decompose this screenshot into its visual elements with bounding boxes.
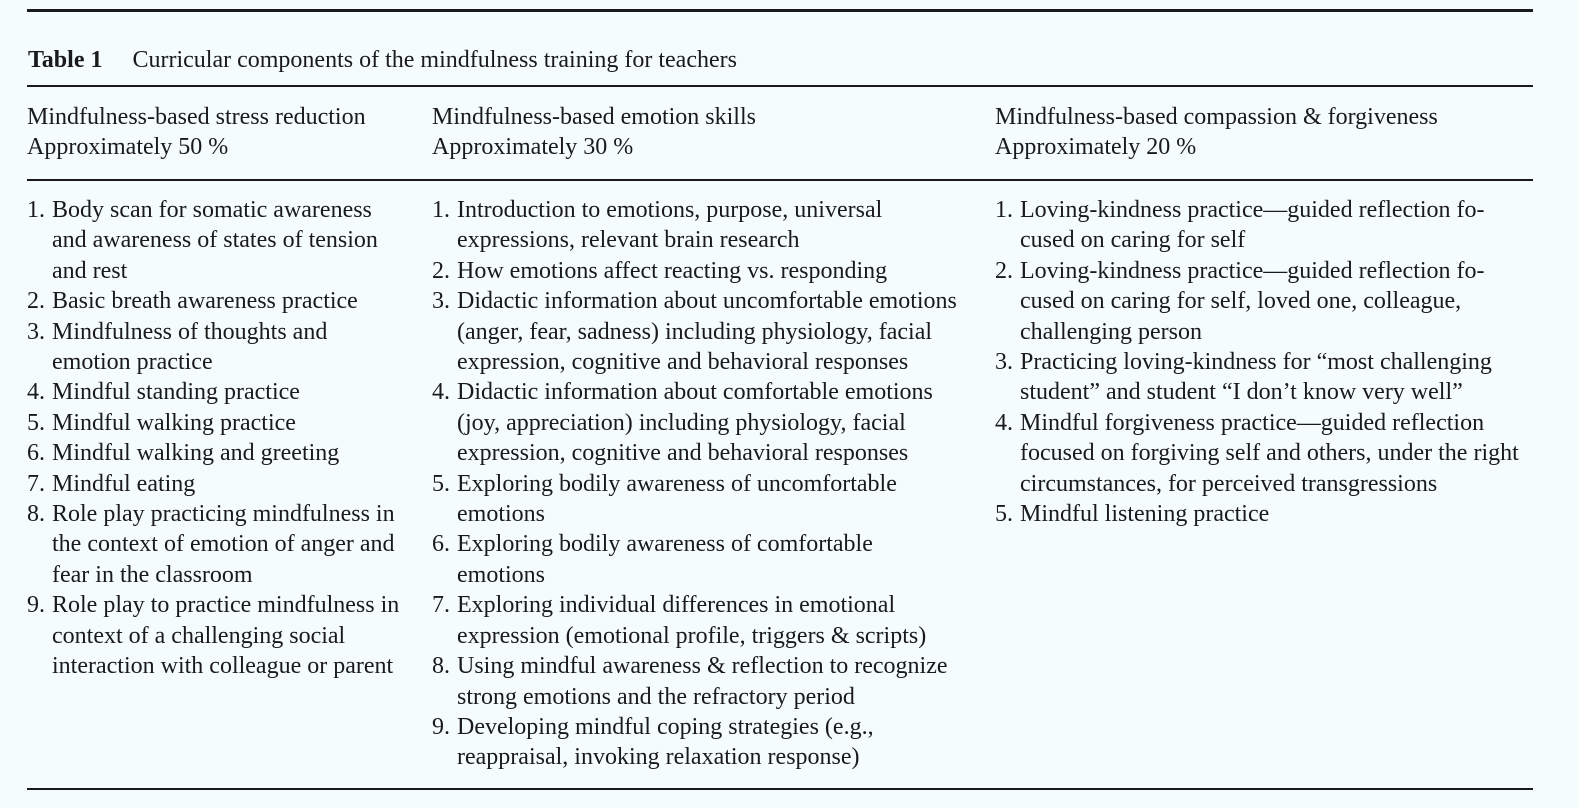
column-title: Mindfulness-based stress reduction (27, 104, 366, 130)
list-item (27, 317, 422, 378)
item-text-line: Role play to practice mindfulness in (52, 592, 400, 619)
item-text-line: Basic breath awareness practice (52, 288, 358, 315)
item-text-line: challenging person (1020, 318, 1202, 345)
item-text-line: (joy, appreciation) including physiology, facial (457, 409, 906, 436)
item-number: 7. (27, 470, 45, 497)
item-text-line: emotions (457, 561, 545, 588)
list-item (27, 377, 422, 407)
list-item (27, 286, 422, 316)
list-item (432, 712, 987, 773)
table-title: Curricular components of the mindfulness training for teachers (132, 47, 737, 73)
item-text-line: cused on caring for self, loved one, colleague, (1020, 288, 1462, 315)
column-title: Mindfulness-based emotion skills (432, 104, 756, 130)
item-text-line: Body scan for somatic awareness (52, 197, 372, 223)
list-item (432, 651, 987, 712)
list-item (995, 499, 1540, 529)
item-text-line: (anger, fear, sadness) including physiology, facial (457, 318, 933, 345)
stress-reduction-list (27, 195, 422, 682)
item-text-line: reappraisal, invoking relaxation response) (457, 744, 860, 771)
item-number: 2. (995, 257, 1013, 284)
compassion-forgiveness-list (995, 195, 1540, 529)
item-number: 2. (27, 288, 45, 315)
item-text-line: expression, cognitive and behavioral responses (457, 349, 909, 376)
list-item (995, 195, 1540, 256)
item-number: 5. (432, 470, 450, 497)
list-item (27, 499, 422, 590)
list-item (432, 469, 987, 530)
column-share: Approximately 20 % (995, 134, 1197, 161)
item-text-line: Mindful eating (52, 470, 196, 497)
list-item (995, 408, 1540, 499)
item-number: 9. (27, 592, 45, 619)
list-item (27, 590, 422, 681)
item-text-line: context of a challenging social (52, 622, 346, 649)
item-text-line: Mindful forgiveness practice—guided reflection (1020, 409, 1485, 436)
table-top-rule (27, 9, 1533, 12)
column-share: Approximately 50 % (27, 134, 229, 161)
list-item (432, 286, 987, 377)
list-item (995, 256, 1540, 347)
item-number: 8. (432, 653, 450, 680)
item-number: 5. (27, 409, 45, 436)
item-text-line: circumstances, for perceived transgressions (1020, 470, 1438, 497)
item-number: 2. (432, 257, 450, 284)
caption-rule (27, 85, 1533, 87)
column-header-emotion-skills (432, 102, 987, 163)
list-item (27, 408, 422, 438)
item-number: 6. (432, 531, 450, 558)
item-text-line: Loving-kindness practice—guided reflection fo- (1020, 197, 1485, 223)
item-text-line: Introduction to emotions, purpose, universal (457, 197, 883, 223)
item-text-line: expression (emotional profile, triggers & scripts) (457, 622, 927, 649)
list-item (995, 347, 1540, 408)
item-text-line: emotion practice (52, 349, 213, 376)
column-header-compassion-forgiveness (995, 102, 1540, 163)
item-number: 1. (995, 197, 1013, 223)
item-number: 4. (27, 379, 45, 406)
item-text-line: Role play practicing mindfulness in (52, 501, 395, 528)
item-text-line: Mindful walking and greeting (52, 440, 340, 467)
item-text-line: fear in the classroom (52, 561, 253, 588)
item-text-line: interaction with colleague or parent (52, 653, 394, 680)
item-text-line: Loving-kindness practice—guided reflection fo- (1020, 257, 1485, 284)
item-text-line: Using mindful awareness & reflection to recognize (457, 653, 948, 680)
item-text-line: Practicing loving-kindness for “most challenging (1020, 349, 1492, 376)
item-text-line: strong emotions and the refractory period (457, 683, 855, 710)
item-text-line: student” and student “I don’t know very well” (1020, 379, 1463, 406)
item-number: 7. (432, 592, 450, 619)
item-text-line: Exploring bodily awareness of comfortable (457, 531, 873, 558)
list-item (432, 377, 987, 468)
list-item (27, 438, 422, 468)
item-text-line: Exploring bodily awareness of uncomfortable (457, 470, 897, 497)
item-number: 1. (432, 197, 450, 223)
column-title: Mindfulness-based compassion & forgiveness (995, 104, 1438, 130)
item-text-line: and rest (52, 257, 128, 284)
column-share: Approximately 30 % (432, 134, 634, 161)
table-caption (28, 45, 737, 75)
item-number: 3. (432, 288, 450, 315)
item-text-line: the context of emotion of anger and (52, 531, 395, 558)
item-number: 1. (27, 197, 45, 223)
list-item (432, 529, 987, 590)
list-item (432, 195, 987, 256)
item-text-line: Didactic information about uncomfortable emotions (457, 288, 957, 315)
item-text-line: and awareness of states of tension (52, 227, 378, 254)
item-number: 8. (27, 501, 45, 528)
item-text-line: cused on caring for self (1020, 227, 1246, 254)
item-number: 9. (432, 713, 450, 740)
table-label: Table 1 (28, 47, 103, 73)
item-number: 4. (995, 409, 1013, 436)
list-item (27, 195, 422, 286)
item-text-line: Mindful listening practice (1020, 501, 1270, 528)
item-number: 6. (27, 440, 45, 467)
item-text-line: Exploring individual differences in emotional (457, 592, 896, 619)
item-text-line: Mindfulness of thoughts and (52, 318, 328, 345)
item-text-line: focused on forgiving self and others, under the right (1020, 440, 1519, 467)
item-text-line: Didactic information about comfortable emotions (457, 379, 933, 406)
item-text-line: Mindful standing practice (52, 379, 300, 406)
item-text-line: How emotions affect reacting vs. responding (457, 257, 888, 284)
item-number: 3. (27, 318, 45, 345)
item-number: 4. (432, 379, 450, 406)
item-text-line: Developing mindful coping strategies (e.g., (457, 713, 874, 740)
column-header-stress-reduction (27, 102, 422, 163)
item-text-line: expression, cognitive and behavioral responses (457, 440, 909, 467)
item-text-line: Mindful walking practice (52, 409, 296, 436)
item-number: 5. (995, 501, 1013, 528)
header-rule (27, 179, 1533, 181)
list-item (432, 256, 987, 286)
list-item (27, 469, 422, 499)
item-number: 3. (995, 349, 1013, 376)
list-item (432, 590, 987, 651)
emotion-skills-list (432, 195, 987, 773)
table-bottom-rule (27, 788, 1533, 790)
item-text-line: emotions (457, 501, 545, 528)
item-text-line: expressions, relevant brain research (457, 227, 800, 254)
